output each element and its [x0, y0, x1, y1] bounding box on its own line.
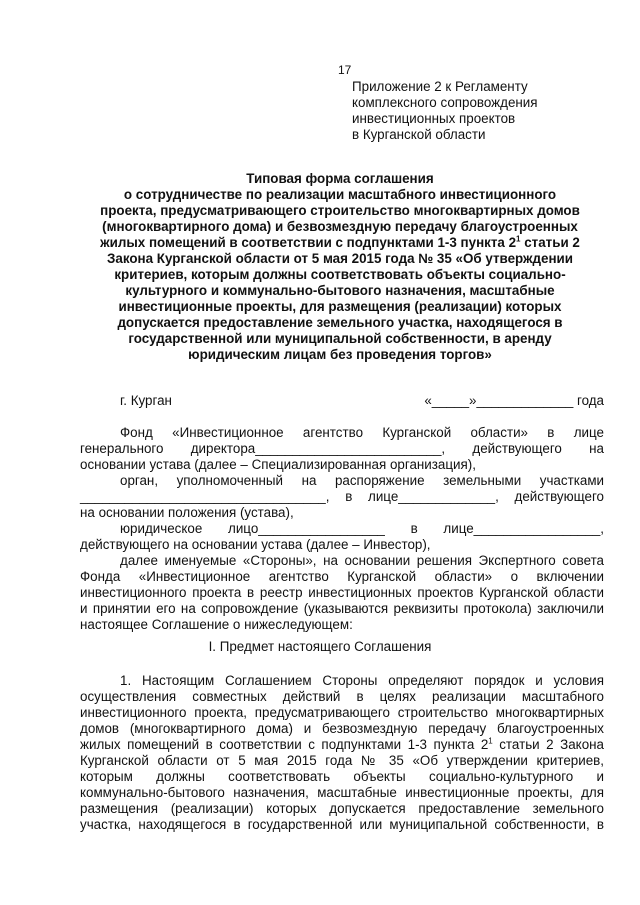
parties-line: _________________________________, в лице_____________, действующего [80, 489, 604, 504]
title-line: о сотрудничестве по реализации масштабного инвестиционного [123, 187, 557, 202]
clause-text: статьи 2 Закона [492, 737, 604, 752]
title-line: Типовая форма соглашения [246, 171, 434, 186]
parties-line: орган, уполномоченный на распоряжение земельными участками [120, 473, 604, 488]
clause-line: Курганской области от 5 мая 2015 года № 35 «Об утверждении критериев, [80, 753, 604, 768]
title-line: культурного и коммунально-бытового назначения, масштабные [125, 283, 555, 298]
clause-line [80, 737, 604, 753]
parties-line: юридическое лицо_________________ в лице_________________, [120, 521, 604, 536]
clause-line: размещения (реализации) которых допускается предоставление земельного [80, 801, 604, 816]
title-line: государственной или муниципальной собственности, в аренду [128, 331, 552, 346]
clause-text: жилых помещений в соответствии с подпунктами 1-3 пункта 2 [80, 737, 489, 752]
parties-line: на основании положения (устава), [80, 505, 294, 520]
document-title [72, 171, 608, 363]
title-line: Закона Курганской области от 5 мая 2015 года № 35 «Об утверждении [106, 251, 574, 266]
annex-line: в Курганской области [352, 127, 486, 142]
clause-line: домов (многоквартирного дома) и безвозмездную передачу благоустроенных [80, 721, 604, 736]
annex-line: Приложение 2 к Регламенту [352, 79, 528, 94]
title-line: критериев, которым должны соответствовать объекты социально- [114, 267, 566, 282]
preamble-line: далее именуемые «Стороны», на основании решения Экспертного совета [120, 553, 604, 568]
clause-line: которым должны соответствовать объекты социально-культурного и [80, 769, 604, 784]
annex-reference [352, 79, 612, 143]
parties-line: основании устава (далее – Специализированная организация), [80, 457, 476, 472]
clause-line: 1. Настоящим Соглашением Стороны определяют порядок и условия [120, 673, 604, 688]
annex-line: комплексного сопровождения [352, 95, 538, 110]
section-heading: I. Предмет настоящего Соглашения [208, 639, 432, 654]
superscript: 1 [488, 736, 493, 746]
title-text: статьи 2 [520, 235, 580, 250]
parties-line: Фонд «Инвестиционное агентство Курганской области» в лице [120, 425, 604, 440]
parties-line: действующего на основании устава (далее – Инвестор), [80, 537, 431, 552]
title-line: (многоквартирного дома) и безвозмездную передачу благоустроенных [102, 219, 578, 234]
preamble-line: и принятии его на сопровождение (указываются реквизиты протокола) заключили [80, 601, 604, 616]
title-line: инвестиционные проекты, для размещения (реализации) которых [118, 299, 562, 314]
preamble-line: инвестиционного проекта в реестр инвестиционных проектов Курганской области [80, 585, 604, 600]
annex-line: инвестиционных проектов [352, 111, 516, 126]
page-number: 17 [338, 63, 352, 77]
clause-line: осуществления совместных действий в целях реализации масштабного [80, 689, 604, 704]
title-line [72, 235, 608, 251]
place: г. Курган [120, 393, 172, 408]
superscript: 1 [516, 234, 521, 244]
title-line: проекта, предусматривающего строительство многоквартирных домов [100, 203, 580, 218]
title-line: допускается предоставление земельного участка, находящегося в [117, 315, 563, 330]
parties-line: генерального директора_________________________, действующего на [80, 441, 604, 456]
clause-line: участка, находящегося в государственной или муниципальной собственности, в [80, 817, 604, 832]
preamble-line: настоящее Соглашение о нижеследующем: [80, 617, 353, 632]
clause-line: коммунально-бытового назначения, масштабные инвестиционные проекты, для [80, 785, 604, 800]
title-line: юридическим лицам без проведения торгов» [188, 347, 492, 362]
date-field: «_____»_____________ года [424, 393, 604, 408]
preamble-line: Фонда «Инвестиционное агентство Курганской области» о включении [80, 569, 604, 584]
clause-line: инвестиционного проекта, предусматривающего строительство многоквартирных [80, 705, 604, 720]
title-text: жилых помещений в соответствии с подпунктами 1-3 пункта 2 [100, 235, 517, 250]
